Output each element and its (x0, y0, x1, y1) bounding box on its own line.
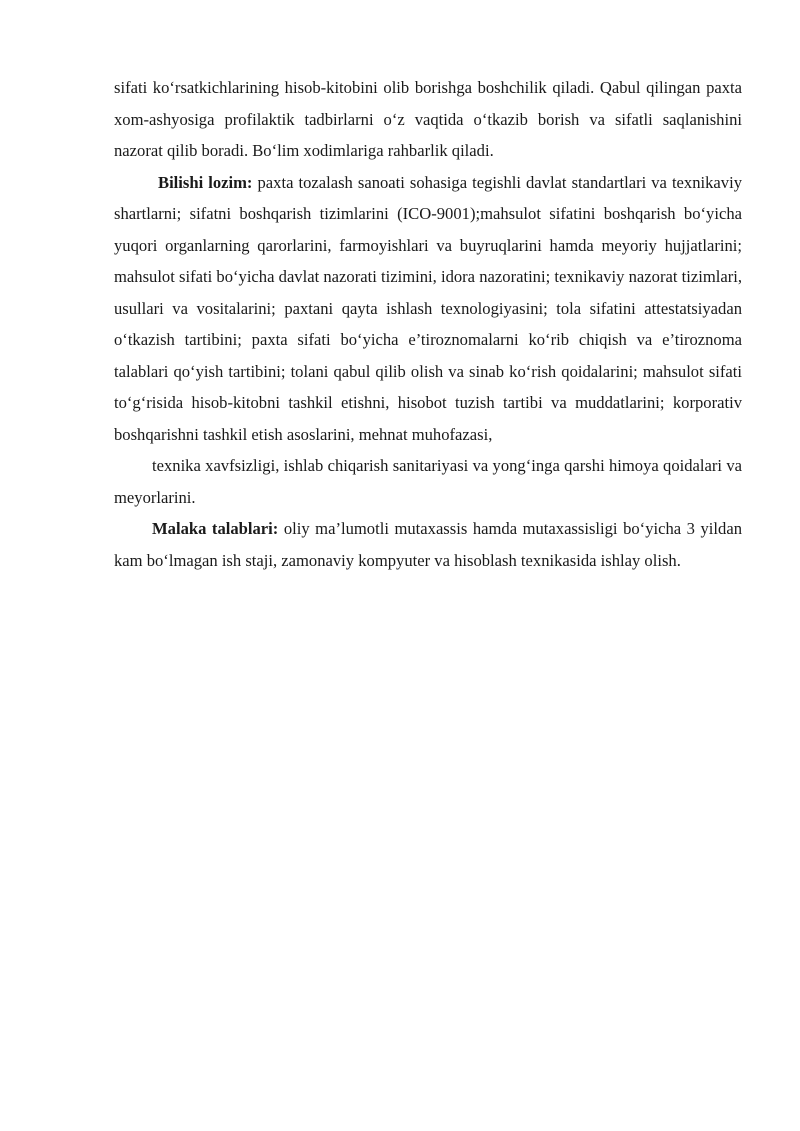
paragraph-duties-end (114, 72, 742, 167)
paragraph-safety (114, 450, 742, 513)
safety-text: texnika xavfsizligi, ishlab chiqarish sanitariyasi va yong‘inga qarshi himoya qoidalari va meyorlarini. (114, 456, 742, 507)
paragraph-duties-text: sifati ko‘rsatkichlarining hisob-kitobini olib borishga boshchilik qiladi. Qabul qilingan paxta xom-ashyosiga profilaktik tadbirlarni o‘z vaqtida o‘tkazib borish va sifatli saqlanishini nazorat qilib boradi. Bo‘lim xodimlariga rahbarlik qiladi. (114, 78, 742, 160)
qualification-text: oliy ma’lumotli mutaxassis hamda mutaxassisligi bo‘yicha 3 yildan kam bo‘lmagan ish staji, zamonaviy kompyuter va hisoblash texnikasida ishlay olish. (114, 519, 742, 570)
knowledge-text: paxta tozalash sanoati sohasiga tegishli davlat standartlari va texnikaviy shartlarni; sifatni boshqarish tizimlarini (ICO-9001);mahsulot sifatini boshqarish bo‘yicha yuqori organlarning qarorlarini, farmoyishlari va buyruqlarini hamda meyoriy hujjatlarini; mahsulot sifati bo‘yicha davlat nazorati tizimini, idora nazoratini; texnikaviy nazorat tizimlari, usullari va vositalarini; paxtani qayta ishlash texnologiyasini; tola sifatini attestatsiyadan o‘tkazish tartibini; paxta sifati bo‘yicha e’tiroznomalarni ko‘rib chiqish va e’tiroznoma talablari qo‘yish tartibini; tolani qabul qilib olish va sinab ko‘rish qoidalarini; mahsulot sifati to‘g‘risida hisob-kitobni tashkil etishni, hisobot tuzish tartibi va muddatlarini; korporativ boshqarishni tashkil etish asoslarini, mehnat muhofazasi, (114, 172, 742, 444)
knowledge-label: Bilishi lozim: (158, 172, 253, 192)
qualification-label: Malaka talablari: (152, 519, 279, 538)
paragraph-knowledge (114, 167, 742, 451)
paragraph-qualification (114, 513, 742, 576)
document-body (114, 72, 742, 576)
